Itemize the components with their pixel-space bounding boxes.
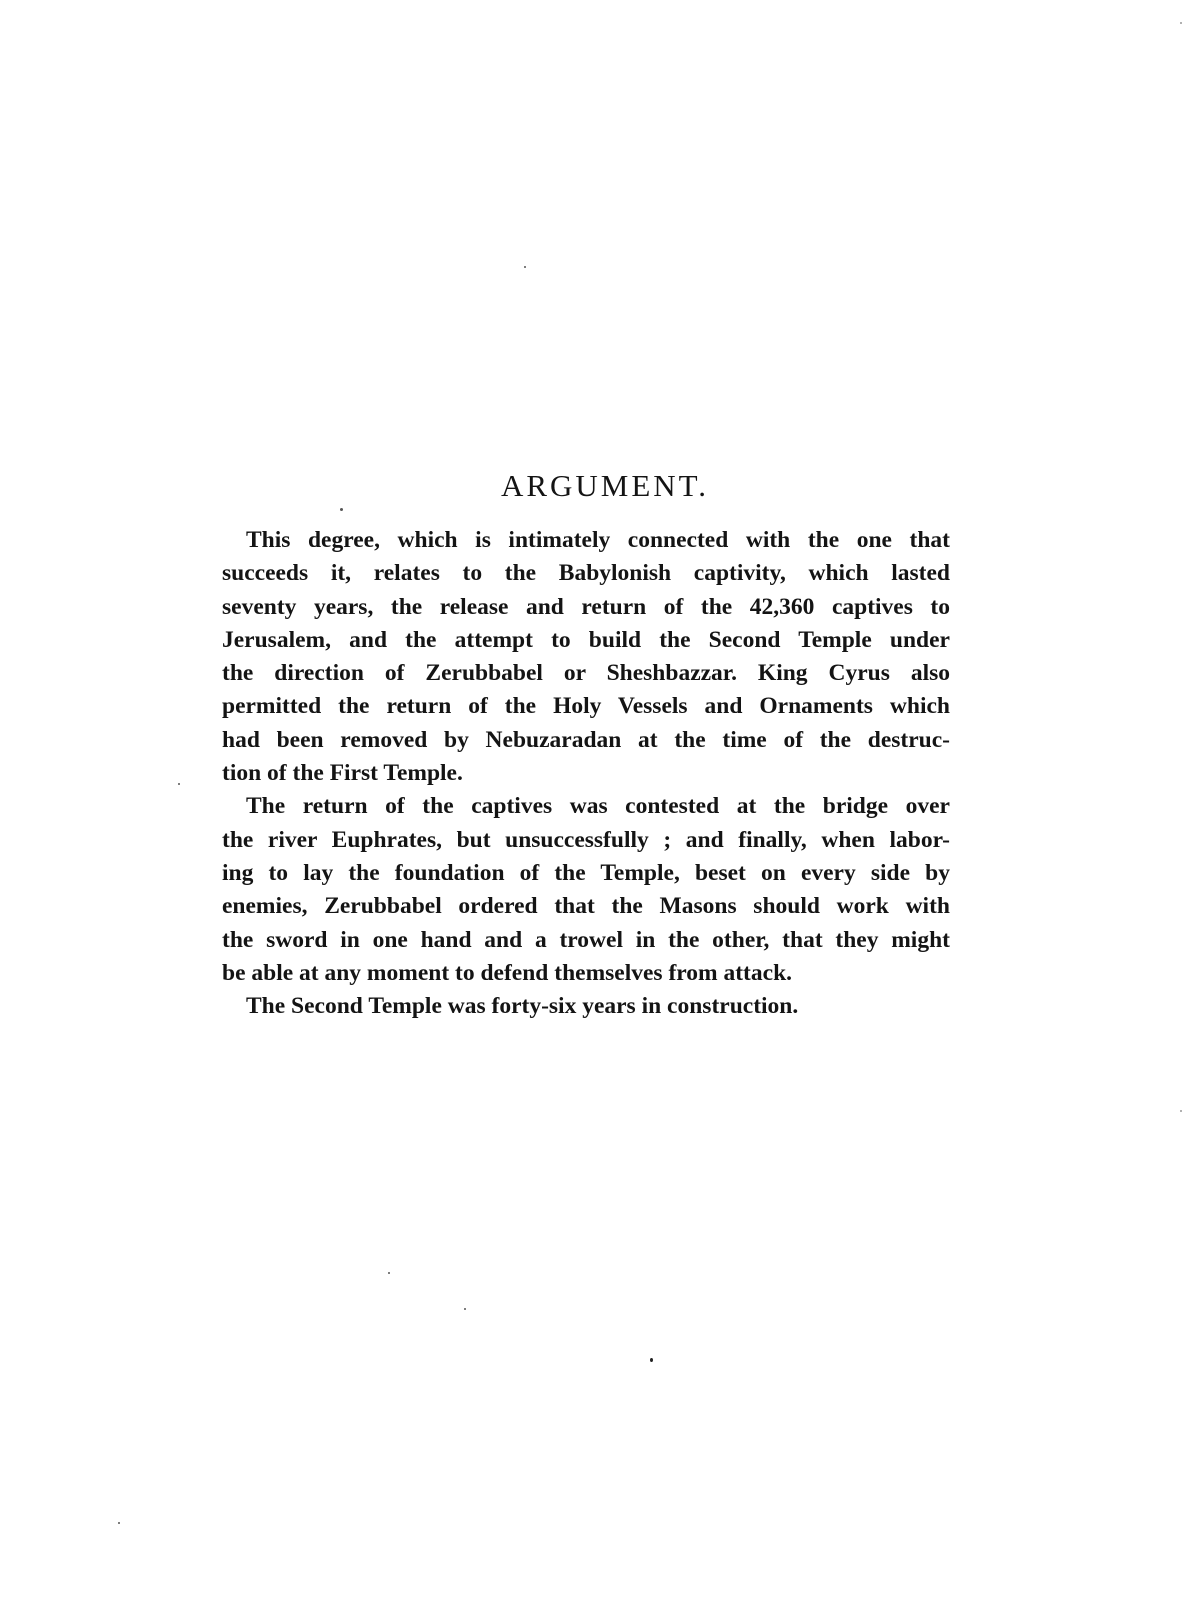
scan-speck: [524, 266, 526, 268]
text-line: the river Euphrates, but unsuccessfully ; and finally, when labor-: [222, 826, 950, 853]
text-line: had been removed by Nebuzaradan at the time of the destruc-: [222, 726, 950, 753]
scan-speck: [118, 1522, 120, 1524]
scan-speck: [464, 1308, 466, 1310]
text-line: succeeds it, relates to the Babylonish captivity, which lasted: [222, 560, 950, 587]
paragraph-2: [222, 790, 950, 990]
text-line: enemies, Zerubbabel ordered that the Masons should work with: [222, 893, 950, 920]
text-line: be able at any moment to defend themselves from attack.: [222, 959, 793, 986]
scan-speck: [1180, 1110, 1182, 1112]
text-line: permitted the return of the Holy Vessels and Ornaments which: [222, 693, 950, 720]
scan-speck: [650, 1358, 653, 1362]
paragraph-3: [222, 990, 950, 1023]
text-line: the direction of Zerubbabel or Sheshbazzar. King Cyrus also: [222, 660, 950, 687]
text-line: The return of the captives was contested at the bridge over: [246, 793, 950, 820]
scan-speck: [340, 508, 343, 511]
text-line: This degree, which is intimately connected with the one that: [246, 527, 950, 553]
text-line: seventy years, the release and return of the 42,360 captives to: [222, 593, 950, 620]
scan-speck: [388, 1272, 390, 1274]
paragraph-1: [222, 524, 950, 790]
scan-speck: [1180, 22, 1182, 24]
text-line: the sword in one hand and a trowel in the other, that they might: [222, 926, 950, 953]
text-line: ing to lay the foundation of the Temple, beset on every side by: [222, 859, 950, 886]
text-line: The Second Temple was forty-six years in construction.: [246, 993, 799, 1020]
text-line: tion of the First Temple.: [222, 760, 463, 787]
scan-speck: [178, 783, 180, 785]
page-heading: ARGUMENT.: [500, 468, 710, 503]
text-line: Jerusalem, and the attempt to build the Second Temple under: [222, 626, 950, 653]
argument-text: [222, 524, 950, 1023]
